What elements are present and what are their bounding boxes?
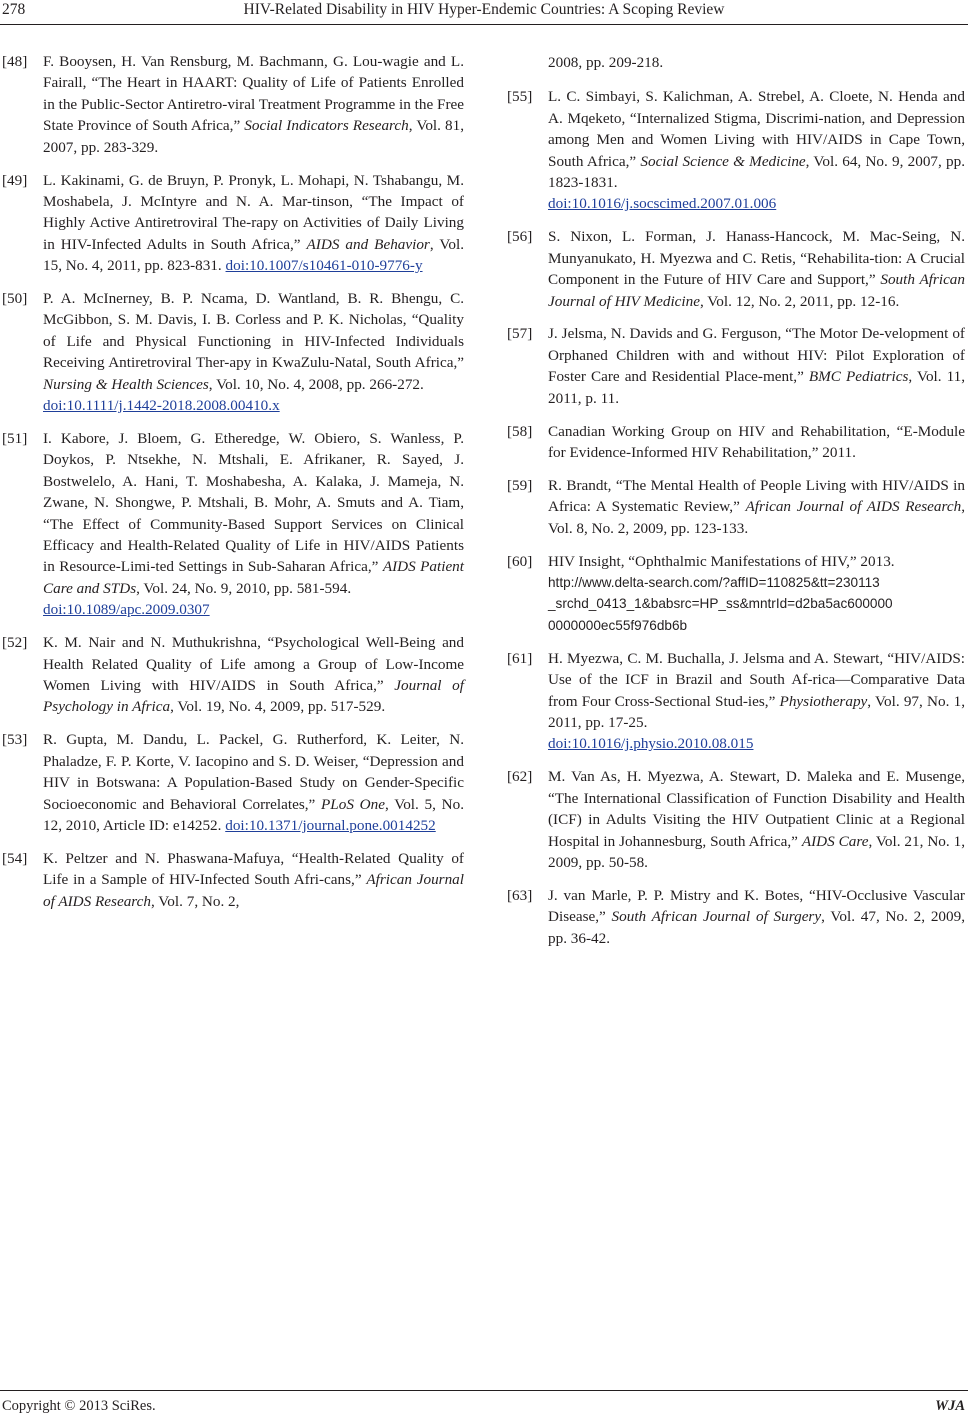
running-title: HIV-Related Disability in HIV Hyper-Endemic Countries: A Scoping Review [243, 1, 725, 18]
journal-name: Nursing & Health Sciences [43, 375, 209, 393]
doi-link[interactable]: doi:10.1007/s10461-010-9776-y [225, 257, 423, 275]
citation-authors-title: K. M. Nair and N. Muthukrishna, “Psychological Well-Being and Health Related Quality of Life among a Group of Low-Income Women Living with HIV/AIDS in South Africa,” [43, 634, 464, 694]
reference-number: [61] [507, 649, 533, 667]
journal-name: AIDS Care [801, 832, 869, 850]
journal-name: African Journal of AIDS Research [745, 498, 962, 516]
doi-link[interactable]: doi:10.1371/journal.pone.0014252 [225, 816, 436, 834]
citation-authors-title: M. Van As, H. Myezwa, A. Stewart, D. Maleka and E. Musenge, “The International Classification of Function Disability and Health (ICF) in Adults Visiting the HIV Outpatient Clinic at a Regional Hospital in Johannesburg, South Africa,” [548, 768, 965, 850]
url-text: 0000000ec55f976db6b [548, 617, 688, 633]
citation-authors-title: HIV Insight, “Ophthalmic Manifestations of HIV,” 2013. [548, 552, 895, 570]
reference-52 [2, 632, 464, 718]
reference-number: [54] [2, 849, 28, 867]
url-text: http://www.delta-search.com/?affID=110825&tt=230113 [548, 575, 880, 591]
citation-details: , Vol. 7, No. 2, [150, 892, 240, 910]
reference-text [43, 428, 464, 621]
journal-name: Social Indicators Research [244, 117, 409, 135]
reference-text [548, 766, 965, 873]
citation-authors-title: L. Kakinami, G. de Bruyn, P. Pronyk, L. Mohapi, N. Tshabangu, M. Moshabela, J. McIntyre and N. A. Mar-tinson, “The Impact of Highly Active Antiretroviral The-rapy on Activities of Daily Living in HIV-Infected Adults in South Africa,” [43, 171, 464, 253]
reference-number: [51] [2, 430, 28, 447]
doi-link[interactable]: doi:10.1111/j.1442-2018.2008.00410.x [43, 397, 280, 415]
citation-authors-title: K. Peltzer and N. Phaswana-Mafuya, “Health-Related Quality of Life in a Sample of HIV-Infected South Afri-cans,” [43, 849, 464, 889]
journal-abbreviation: WJA [935, 1398, 965, 1414]
citation-authors-title: P. A. McInerney, B. P. Ncama, D. Wantland, B. R. Bhengu, C. McGibbon, S. M. Davis, I. B. Corless and P. K. Nicholas, “Quality of Life and Physical Functioning in HIV-Infected Individuals Receiving Antiretroviral Ther-apy in KwaZulu-Natal, South Africa,” [43, 290, 464, 372]
journal-name: Journal of Psychology in Africa [43, 676, 464, 716]
reference-text [548, 226, 965, 312]
journal-name: Social Science & Medicine [640, 152, 806, 170]
reference-number: [60] [507, 552, 533, 570]
citation-details: , Vol. 97, No. 1, 2011, pp. 17-25. [548, 692, 965, 731]
journal-name: AIDS and Behavior [306, 235, 430, 253]
citation-authors-title: J. Jelsma, N. Davids and G. Ferguson, “The Motor De-velopment of Orphaned Children with and without HIV: Pilot Exploration of Foster Care and Residential Place-ment,” [548, 325, 965, 386]
reference-text [548, 323, 965, 409]
reference-60 [507, 551, 965, 637]
reference-text: 2008, pp. 209-218. [548, 54, 664, 71]
citation-details: , Vol. 15, No. 4, 2011, pp. 823-831. [43, 235, 464, 275]
reference-number: [56] [507, 228, 533, 246]
doi-link[interactable]: doi:10.1016/j.physio.2010.08.015 [548, 735, 754, 753]
citation-details: , Vol. 5, No. 12, 2010, Article ID: e14252. [43, 795, 464, 834]
reference-text [548, 885, 965, 949]
right-column [507, 52, 965, 961]
citation-authors-title: I. Kabore, J. Bloem, G. Etheredge, W. Obiero, S. Wanless, P. Doykos, P. Ntsekhe, N. Mtshali, E. Afrikaner, R. Sayed, J. Bostwelelo, A. Hani, T. Moshabesha, A. Kalaka, J. Mameja, N. Zwane, N. Shongwe, P. Mtshali, B. Mohr, A. Smuts and A. Tiam, “The Effect of Community-Based Support Services on Clinical Efficacy and Health-Related Quality of Life in HIV/AIDS Patients in Resource-Limi-ted Settings in Sub-Saharan Africa,” [43, 430, 464, 576]
reference-number: [59] [507, 476, 533, 494]
citation-authors-title: R. Gupta, M. Dandu, L. Packel, G. Rutherford, K. Leiter, N. Phaladze, F. P. Korte, V. Iacopino and S. D. Weiser, “Depression and HIV in Botswana: A Population-Based Study on Gender-Specific Socioeconomic and Behavioral Correlates,” [43, 731, 464, 813]
page-number: 278 [2, 1, 26, 18]
reference-text: Canadian Working Group on HIV and Rehabilitation, “E-Module for Evidence-Informed HIV Rehabilitation,” 2011. [548, 422, 965, 461]
citation-authors-title: F. Booysen, H. Van Rensburg, M. Bachmann, G. Lou-wagie and L. Fairall, “The Heart in HAART: Quality of Life of Patients Enrolled in the Public-Sector Antiretro-viral Treatment Programme in the Free State Province of South Africa,” [43, 53, 464, 135]
reference-number: [49] [2, 171, 28, 189]
reference-51 [2, 428, 464, 621]
reference-number: [58] [507, 422, 533, 440]
reference-59 [507, 475, 965, 539]
reference-53 [2, 729, 464, 836]
doi-link[interactable]: doi:10.1016/j.socscimed.2007.01.006 [548, 195, 777, 213]
citation-authors-title: L. C. Simbayi, S. Kalichman, A. Strebel, A. Cloete, N. Henda and A. Mqeketo, “Internalized Stigma, Discrimi-nation, and Depression among Men and Women Living with HIV/AIDS in Cape Town, South Africa,” [548, 88, 965, 170]
reference-text [43, 729, 464, 836]
reference-number: [57] [507, 325, 533, 343]
reference-text [548, 86, 965, 214]
journal-name: Physiotherapy [779, 692, 868, 710]
reference-number: [52] [2, 634, 28, 652]
reference-number: [63] [507, 886, 533, 904]
citation-details: , Vol. 21, No. 1, 2009, pp. 50-58. [548, 832, 965, 871]
doi-link[interactable]: doi:10.1089/apc.2009.0307 [43, 601, 210, 619]
reference-number: [48] [2, 53, 28, 70]
reference-49 [2, 170, 464, 277]
reference-48 [2, 51, 464, 158]
journal-name: PLoS One [321, 795, 385, 813]
reference-text [43, 848, 464, 912]
citation-authors-title: S. Nixon, L. Forman, J. Hanass-Hancock, M. Mac-Seing, N. Munyanukato, H. Myezwa and C. Retis, “Rehabilita-tion: A Crucial Component in the Future of HIV Care and Support,” [548, 228, 965, 289]
reference-text [43, 288, 464, 416]
citation-details: , Vol. 81, 2007, pp. 283-329. [43, 117, 464, 156]
journal-name: AIDS Patient Care and STDs [43, 558, 464, 597]
citation-details: , Vol. 8, No. 2, 2009, pp. 123-133. [548, 498, 965, 537]
copyright-notice: Copyright © 2013 SciRes. [2, 1398, 156, 1414]
reference-63 [507, 885, 965, 949]
reference-number: [53] [2, 731, 28, 749]
journal-name: African Journal of AIDS Research [43, 871, 464, 910]
citation-details: , Vol. 19, No. 4, 2009, pp. 517-529. [170, 698, 386, 716]
reference-58 [507, 421, 965, 464]
citation-details: , Vol. 10, No. 4, 2008, pp. 266-272. [208, 375, 424, 393]
reference-61 [507, 648, 965, 755]
journal-name: South African Journal of HIV Medicine [548, 271, 965, 310]
citation-details: , Vol. 47, No. 2, 2009, pp. 36-42. [548, 908, 965, 947]
url-text: _srchd_0413_1&babsrc=HP_ss&mntrId=d2ba5ac600000 [548, 596, 893, 612]
reference-54-continued [507, 52, 965, 73]
citation-authors-title: H. Myezwa, C. M. Buchalla, J. Jelsma and A. Stewart, “HIV/AIDS: Use of the ICF in Brazil and South Af-rica—Comparative Data from Four Cross-Sectional Stud-ies,” [548, 649, 965, 710]
reference-text [43, 170, 464, 277]
citation-authors-title: J. van Marle, P. P. Mistry and K. Botes, “HIV-Occlusive Vascular Disease,” [548, 886, 965, 926]
citation-details: , Vol. 11, 2011, p. 11. [548, 368, 966, 407]
reference-text [43, 51, 464, 158]
reference-number: [55] [507, 88, 533, 106]
left-column [2, 51, 464, 924]
reference-57 [507, 323, 965, 409]
reference-text [548, 475, 965, 539]
reference-62 [507, 766, 965, 873]
citation-details: , Vol. 64, No. 9, 2007, pp. 1823-1831. [548, 152, 965, 192]
reference-text [548, 648, 965, 755]
page-footer [0, 1390, 968, 1415]
citation-details: , Vol. 24, No. 9, 2010, pp. 581-594. [136, 579, 352, 597]
reference-56 [507, 226, 965, 312]
reference-50 [2, 288, 464, 416]
reference-text [548, 551, 965, 637]
journal-name: South African Journal of Surgery [611, 908, 822, 926]
citation-authors-title: R. Brandt, “The Mental Health of People Living with HIV/AIDS in Africa: A Systematic Review,” [548, 476, 965, 516]
reference-number: [50] [2, 290, 28, 308]
reference-54 [2, 848, 464, 912]
reference-55 [507, 86, 965, 214]
journal-name: BMC Pediatrics [808, 368, 909, 386]
reference-text [43, 632, 464, 718]
citation-details: , Vol. 12, No. 2, 2011, pp. 12-16. [699, 292, 900, 310]
page-header [0, 0, 968, 25]
reference-number: [62] [507, 768, 533, 786]
